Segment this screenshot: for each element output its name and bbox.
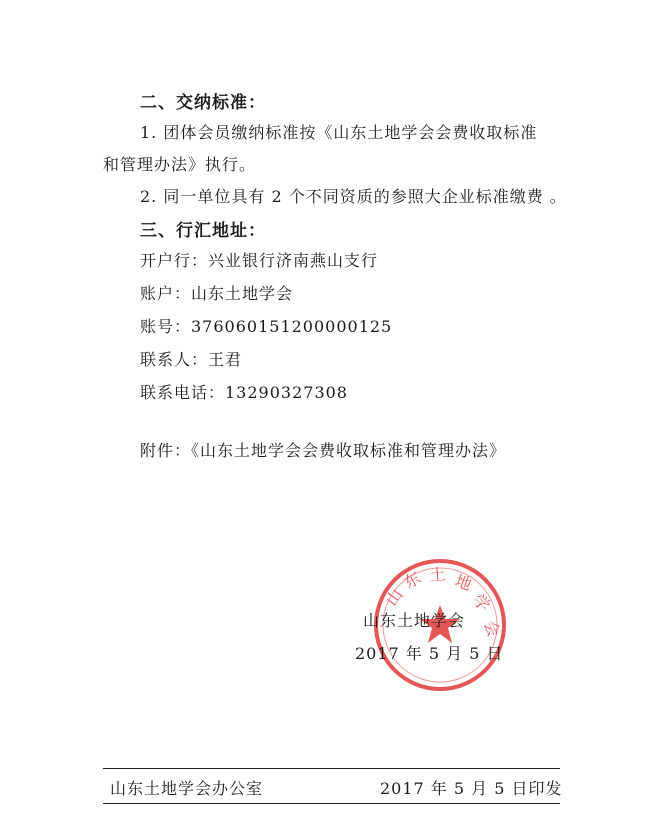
svg-text:土: 土 — [428, 564, 447, 585]
svg-text:会: 会 — [480, 617, 504, 640]
footer-issuer: 山东土地学会办公室 — [110, 779, 264, 798]
attachment-note: 附件：《山东土地学会会费收取标准和管理办法》 — [140, 441, 507, 460]
footer-bottom-rule — [103, 803, 560, 804]
contact-phone: 联系电话：13290327308 — [140, 383, 348, 402]
fee-standard-item-2: 2. 同一单位具有 2 个不同资质的参照大企业标准缴费 。 — [140, 187, 567, 206]
fee-standard-item-1-line-1: 1. 团体会员缴纳标准按《山东土地学会会费收取标准 — [140, 123, 538, 142]
svg-text:山: 山 — [381, 585, 407, 610]
footer-top-rule — [103, 768, 560, 769]
footer-issue-date: 2017 年 5 月 5 日印发 — [380, 779, 563, 798]
signature-date: 2017 年 5 月 5 日 — [355, 644, 504, 663]
bank-name: 开户行：兴业银行济南燕山支行 — [140, 251, 379, 270]
section-heading-remittance-address: 三、行汇地址： — [140, 221, 266, 241]
fee-standard-item-1-line-2: 和管理办法》执行。 — [103, 155, 257, 174]
section-heading-fee-standard: 二、交纳标准： — [140, 93, 266, 113]
svg-text:东: 东 — [400, 568, 424, 593]
account-name: 账户：山东土地学会 — [140, 284, 294, 303]
signature-organization: 山东土地学会 — [363, 611, 466, 630]
svg-text:地: 地 — [452, 570, 475, 595]
account-number: 账号：376060151200000125 — [140, 317, 393, 336]
svg-text:学: 学 — [469, 590, 494, 616]
contact-person: 联系人：王君 — [140, 350, 243, 369]
